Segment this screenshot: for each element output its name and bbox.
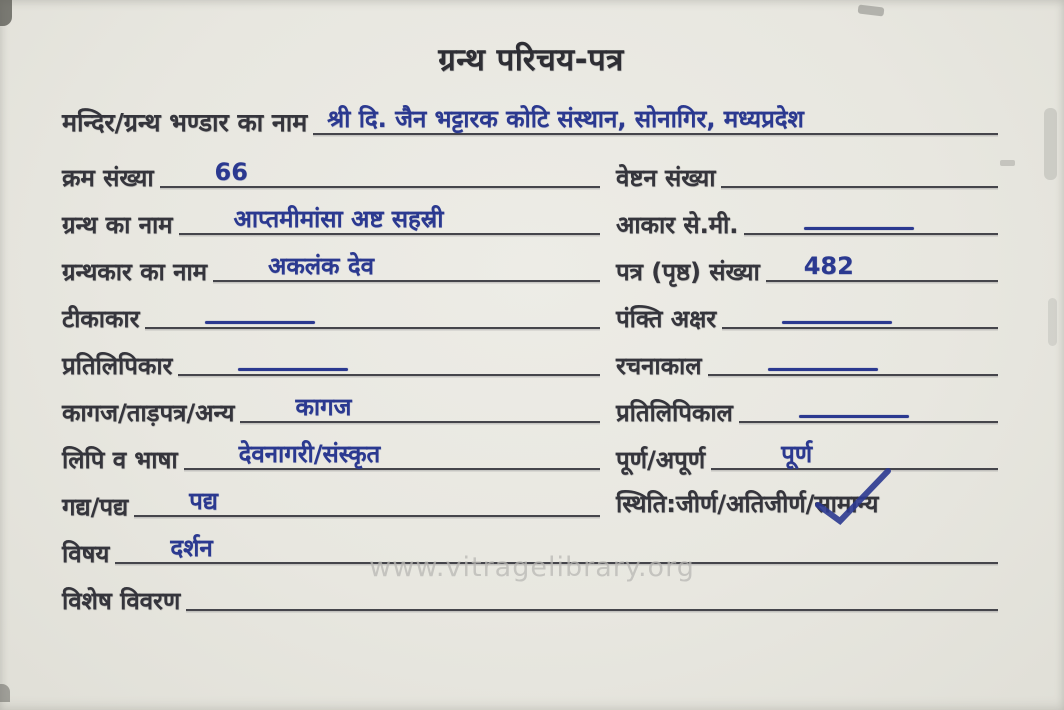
pankti-akshar-label: पंक्ति अक्षर xyxy=(616,305,717,333)
sthiti-label: स्थिति:जीर्ण/अतिजीर्ण/ xyxy=(616,490,815,518)
granth-naam-label: ग्रन्थ का नाम xyxy=(62,211,173,239)
kagaj-tadpatra-entry xyxy=(240,389,600,423)
page-title: ग्रन्थ परिचय-पत्र xyxy=(438,42,624,78)
vishay-value: दर्शन xyxy=(170,534,213,562)
checked-option-text: सामान्य xyxy=(814,490,879,518)
ink-dash-mark xyxy=(768,368,878,372)
tikakar-label: टीकाकार xyxy=(62,305,140,333)
sthiti-checked-option xyxy=(814,489,878,519)
ink-dash-mark xyxy=(799,415,909,419)
lipi-bhasha-label: लिपि व भाषा xyxy=(62,446,178,474)
scan-artifact-corner xyxy=(0,684,10,702)
form-row-9 xyxy=(62,522,1000,569)
form-row-5 xyxy=(62,334,1000,381)
form-row-8 xyxy=(62,475,1000,522)
tikakar-entry xyxy=(145,295,600,329)
veshtan-sankhya-label: वेष्टन संख्या xyxy=(616,164,716,192)
granthkar-naam-entry xyxy=(213,248,600,282)
purn-apurn-label: पूर्ण/अपूर्ण xyxy=(616,446,706,474)
ink-dash-mark xyxy=(804,227,914,231)
patra-sankhya-entry xyxy=(766,248,998,282)
catalog-form xyxy=(62,146,1000,616)
scan-artifact-dash xyxy=(858,4,885,16)
kram-sankhya-value: 66 xyxy=(214,158,248,186)
bhandar-name-label: मन्दिर/ग्रन्थ भण्डार का नाम xyxy=(62,108,308,137)
kagaj-tadpatra-label: कागज/ताड़पत्र/अन्य xyxy=(62,399,235,427)
lipi-bhasha-entry xyxy=(184,436,600,470)
scan-artifact-smudge xyxy=(1044,108,1057,180)
vishay-label: विषय xyxy=(62,540,110,568)
purn-apurn-entry xyxy=(711,436,998,470)
rachnakal-label: रचनाकाल xyxy=(616,352,702,380)
purn-apurn-value: पूर्ण xyxy=(781,440,813,468)
gadya-padya-label: गद्य/पद्य xyxy=(62,493,129,521)
patra-sankhya-value: 482 xyxy=(803,252,854,280)
aakar-cm-label: आकार से.मी. xyxy=(616,211,739,239)
watermark: www.vitragelibrary.org xyxy=(369,552,695,583)
vishay-entry xyxy=(115,530,998,564)
kram-sankhya-label: क्रम संख्या xyxy=(62,164,154,192)
ink-dash-mark xyxy=(205,321,315,325)
ink-dash-mark xyxy=(782,321,892,325)
granth-naam-value: आप्तमीमांसा अष्ट सहस्री xyxy=(233,205,444,233)
vishesh-vivaran-label: विशेष विवरण xyxy=(62,587,181,615)
gadya-padya-entry xyxy=(134,483,600,517)
form-row-4 xyxy=(62,287,1000,334)
kagaj-tadpatra-value: कागज xyxy=(295,393,352,421)
form-row-2 xyxy=(62,193,1000,240)
scan-artifact-smudge xyxy=(1048,298,1057,346)
scan-artifact-tick xyxy=(1000,160,1015,166)
rachnakal-entry xyxy=(708,342,998,376)
veshtan-sankhya-entry xyxy=(721,154,998,188)
pratilipikal-label: प्रतिलिपिकाल xyxy=(616,399,733,427)
aakar-cm-entry xyxy=(744,201,998,235)
form-row-10 xyxy=(62,569,1000,616)
bhandar-name-value: श्री दि. जैन भट्टारक कोटि संस्थान, सोनागिर, मध्यप्रदेश xyxy=(327,105,804,133)
ink-dash-mark xyxy=(238,368,348,372)
pratilipikal-entry xyxy=(739,389,998,423)
pankti-akshar-entry xyxy=(722,295,998,329)
checkmark-icon xyxy=(804,467,900,525)
gadya-padya-value: पद्य xyxy=(189,487,218,515)
granthkar-naam-label: ग्रन्थकार का नाम xyxy=(62,258,207,286)
bhandar-name-row xyxy=(62,90,1000,138)
form-row-6 xyxy=(62,381,1000,428)
granthkar-naam-value: अकलंक देव xyxy=(268,252,374,280)
form-row-1 xyxy=(62,146,1000,193)
scan-artifact-corner xyxy=(0,0,12,26)
form-row-3 xyxy=(62,240,1000,287)
granth-naam-entry xyxy=(179,201,600,235)
bhandar-name-entry xyxy=(313,101,998,135)
pratilipikar-entry xyxy=(178,342,600,376)
vishesh-vivaran-entry xyxy=(186,577,998,611)
lipi-bhasha-value: देवनागरी/संस्कृत xyxy=(238,440,381,468)
kram-sankhya-entry xyxy=(160,154,600,188)
pratilipikar-label: प्रतिलिपिकार xyxy=(62,352,173,380)
patra-sankhya-label: पत्र (पृष्ठ) संख्या xyxy=(616,258,760,286)
